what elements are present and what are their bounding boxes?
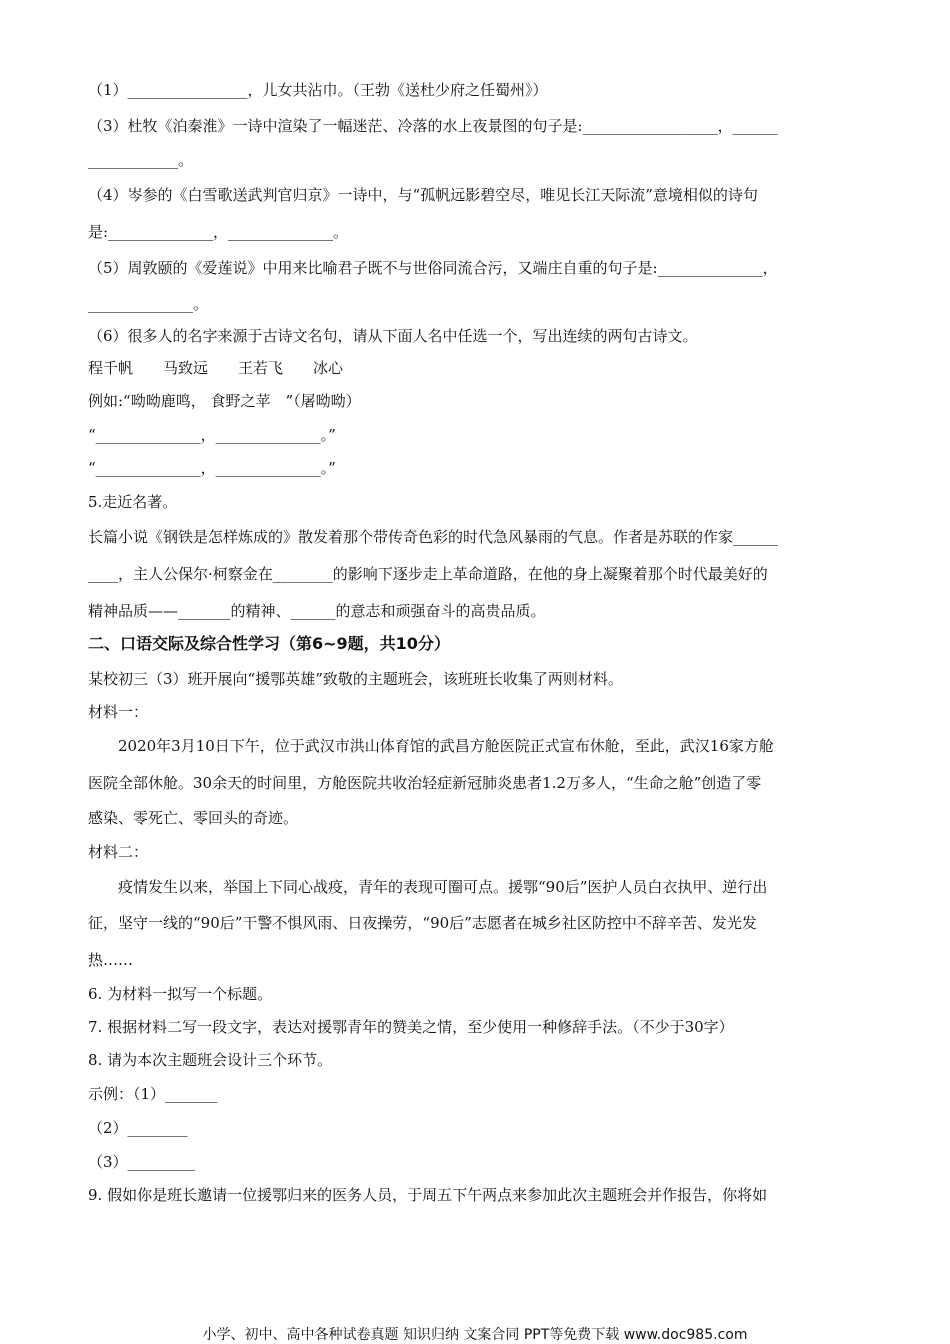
page-footer: 小学、初中、高中各种试卷真题 知识归纳 文案合同 PPT等免费下载 www.doc985.com [202, 1327, 748, 1343]
question-8-example-2: （2）________ [88, 1119, 188, 1137]
answer-blank-2: “______________，______________。” [88, 459, 336, 477]
question-5-line-1: 长篇小说《钢铁是怎样炼成的》散发着那个带传奇色彩的时代急风暴雨的气息。作者是苏联的作家______ [88, 528, 779, 546]
question-8: 8. 请为本次主题班会设计三个环节。 [88, 1051, 333, 1069]
question-5-title: 5.走近名著。 [88, 493, 178, 511]
name-options: 程千帆 马致远 王若飞 冰心 [88, 359, 344, 377]
question-6: 6. 为材料一拟写一个标题。 [88, 985, 273, 1003]
section-two-intro: 某校初三（3）班开展向“援鄂英雄”致敬的主题班会，该班班长收集了两则材料。 [88, 670, 623, 688]
question-4-1: （1）________________，儿女共沾巾。（王勃《送杜少府之任蜀州》） [88, 81, 548, 99]
material-2-line-3: 热…… [88, 951, 134, 969]
question-9: 9. 假如你是班长邀请一位援鄂归来的医务人员，于周五下午两点来参加此次主题班会并作报告，你将如 [88, 1186, 768, 1204]
answer-blank-1: “______________，______________。” [88, 426, 336, 444]
question-4-5-continued: ______________。 [88, 295, 209, 313]
material-1-line-3: 感染、零死亡、零回头的奇迹。 [88, 809, 299, 827]
question-5-line-2: ____，主人公保尔·柯察金在________的影响下逐步走上革命道路，在他的身上凝聚着那个时代最美好的 [88, 565, 768, 583]
question-4-3: （3）杜牧《泊秦淮》一诗中渲染了一幅迷茫、冷落的水上夜景图的句子是:__________________，______ [88, 117, 778, 135]
question-7: 7. 根据材料二写一段文字，表达对援鄂青年的赞美之情，至少使用一种修辞手法。（不少于30字） [88, 1018, 734, 1036]
question-4-4-continued: 是:______________，______________。 [88, 223, 349, 241]
material-1-line-1: 2020年3月10日下午，位于武汉市洪山体育馆的武昌方舱医院正式宣布休舱，至此，武汉16家方舱 [118, 737, 774, 755]
material-1-line-2: 医院全部休舱。30余天的时间里，方舱医院共收治轻症新冠肺炎患者1.2万多人，“生命之舱”创造了零 [88, 774, 762, 792]
question-4-6: （6）很多人的名字来源于古诗文名句，请从下面人名中任选一个，写出连续的两句古诗文。 [88, 327, 698, 345]
material-2-label: 材料二： [88, 843, 149, 861]
question-8-example-3: （3）_________ [88, 1153, 196, 1171]
material-2-line-1: 疫情发生以来，举国上下同心战疫，青年的表现可圈可点。援鄂“90后”医护人员白衣执甲、逆行出 [118, 878, 768, 896]
section-two-heading: 二、口语交际及综合性学习（第6~9题，共10分） [88, 634, 450, 653]
question-4-3-continued: ____________。 [88, 151, 194, 169]
question-4-4: （4）岑参的《白雪歌送武判官归京》一诗中，与“孤帆远影碧空尽，唯见长江天际流”意境相似的诗句 [88, 186, 758, 204]
material-2-line-2: 征，坚守一线的“90后”干警不惧风雨、日夜操劳，“90后”志愿者在城乡社区防控中不辞辛苦、发光发 [88, 914, 757, 932]
question-4-5: （5）周敦颐的《爱莲说》中用来比喻君子既不与世俗同流合污，又端庄自重的句子是:______________， [88, 259, 778, 277]
question-8-example-1: 示例：（1）_______ [88, 1085, 218, 1103]
question-5-line-3: 精神品质——_______的精神、______的意志和顽强奋斗的高贵品质。 [88, 602, 546, 620]
example-line: 例如:“呦呦鹿鸣， 食野之苹 ”（屠呦呦） [88, 392, 361, 410]
material-1-label: 材料一： [88, 703, 149, 721]
